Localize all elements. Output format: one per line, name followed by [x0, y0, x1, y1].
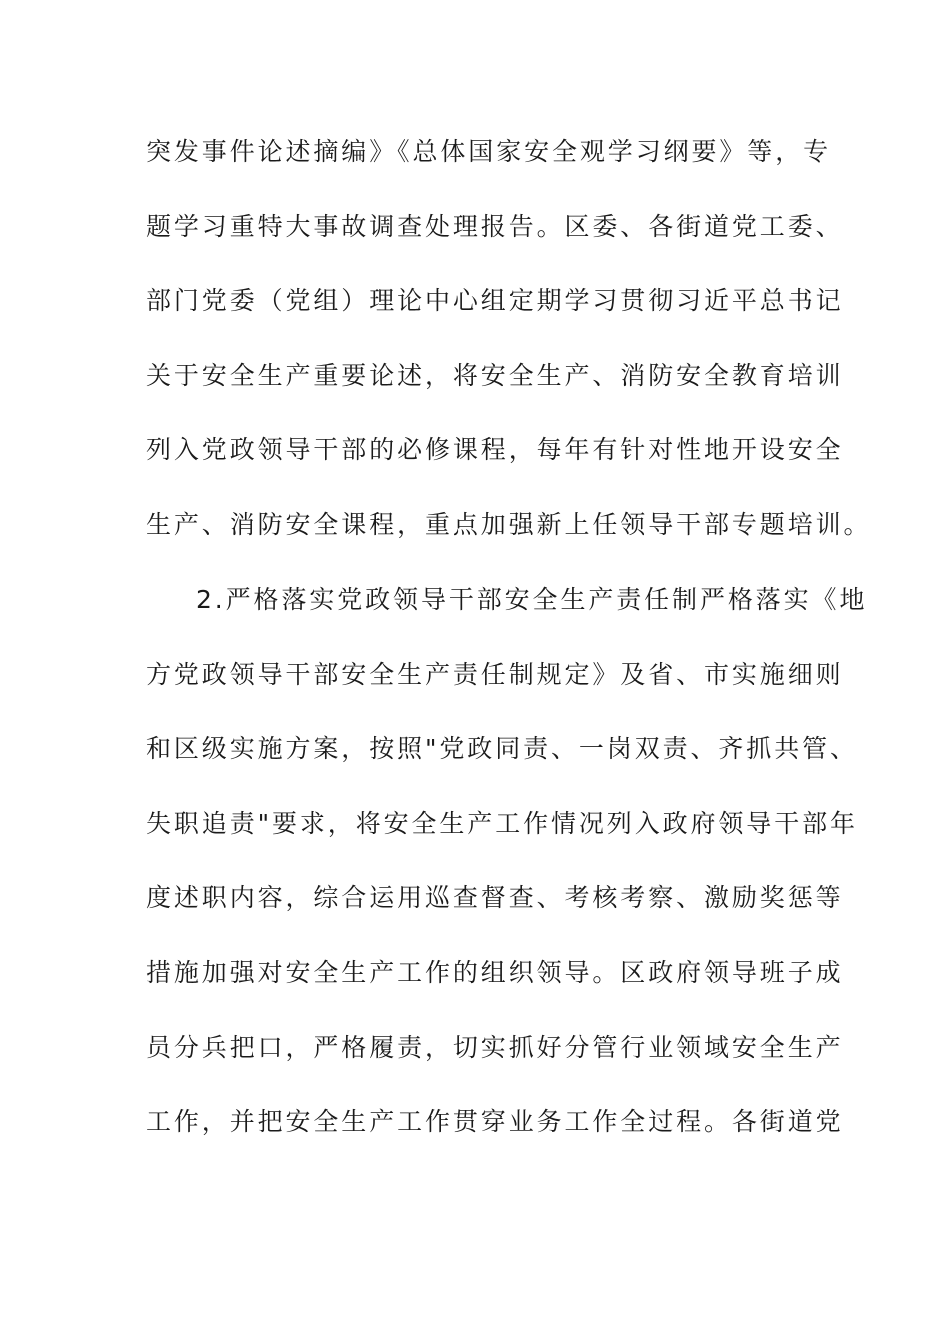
text-line-14: 工作，并把安全生产工作贯穿业务工作全过程。各街道党 [146, 1107, 844, 1136]
text-line-13: 员分兵把口，严格履责，切实抓好分管行业领域安全生产 [146, 1033, 844, 1062]
text-line-1: 突发事件论述摘编》《总体国家安全观学习纲要》等，专 [146, 137, 832, 166]
text-line-9: 和区级实施方案，按照"党政同责、一岗双责、齐抓共管、 [146, 734, 858, 763]
text-line-12: 措施加强对安全生产工作的组织领导。区政府领导班子成 [146, 958, 844, 987]
text-line-6: 生产、消防安全课程，重点加强新上任领导干部专题培训。 [146, 510, 872, 539]
text-line-5: 列入党政领导干部的必修课程，每年有针对性地开设安全 [146, 435, 844, 464]
text-line-11: 度述职内容，综合运用巡查督查、考核考察、激励奖惩等 [146, 883, 844, 912]
text-line-2: 题学习重特大事故调查处理报告。区委、各街道党工委、 [146, 212, 844, 241]
text-line-8: 方党政领导干部安全生产责任制规定》及省、市实施细则 [146, 660, 844, 689]
text-line-3: 部门党委（党组）理论中心组定期学习贯彻习近平总书记 [146, 286, 844, 315]
text-line-4: 关于安全生产重要论述，将安全生产、消防安全教育培训 [146, 361, 844, 390]
text-line-7-paragraph-start: 2.严格落实党政领导干部安全生产责任制严格落实《地 [196, 585, 868, 614]
text-line-10: 失职追责"要求，将安全生产工作情况列入政府领导干部年 [146, 809, 858, 838]
